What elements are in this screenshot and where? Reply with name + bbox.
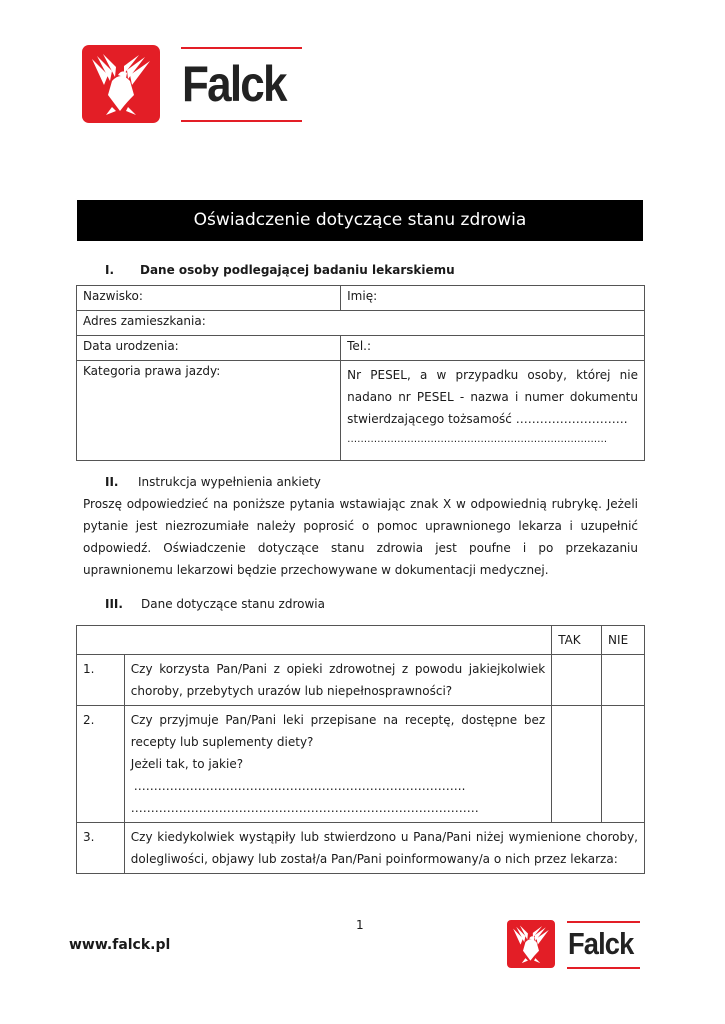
health-questions-table — [76, 625, 645, 874]
col-header-no: NIE — [602, 626, 645, 655]
header-blank-cell — [77, 626, 552, 655]
question-number: 1. — [77, 655, 125, 706]
logo-rule-bottom — [181, 120, 302, 122]
answer-no-cell[interactable] — [602, 706, 645, 823]
logo-rule-top — [181, 47, 302, 49]
logo-wordmark: Falck — [182, 56, 286, 112]
section-3-number: III. — [105, 597, 123, 611]
phone-field[interactable]: Tel.: — [341, 336, 645, 361]
question-cell — [124, 706, 551, 823]
first-name-field[interactable]: Imię: — [341, 286, 645, 311]
answer-line[interactable]: …………………………………………………………………………… — [130, 801, 479, 815]
address-field[interactable]: Adres zamieszkania: — [77, 311, 645, 336]
section-3-heading — [105, 597, 425, 613]
birth-date-field[interactable]: Data urodzenia: — [77, 336, 341, 361]
license-category-field[interactable]: Kategoria prawa jazdy: — [77, 361, 341, 461]
question-number: 3. — [77, 823, 125, 874]
section-1-number: I. — [105, 263, 115, 277]
section-1-heading — [105, 263, 455, 279]
eagle-icon — [82, 45, 160, 123]
falck-logo-footer — [507, 920, 640, 972]
question-text: Czy przyjmuje Pan/Pani leki przepisane na receptę, dostępne bez recepty lub suplementy diety? — [130, 713, 546, 749]
answer-yes-cell[interactable] — [552, 655, 602, 706]
answer-no-cell[interactable] — [602, 655, 645, 706]
logo-wordmark: Falck — [568, 926, 634, 961]
instructions-paragraph: Proszę odpowiedzieć na poniższe pytania wstawiając znak X w odpowiednią rubrykę. Jeżeli pytanie jest niezrozumiałe należy poprosić o pomoc uprawnionego lekarza i uzupełnić odpowiedź. Oświadczenie dotyczące stanu zdrowia jest poufne i po przekazaniu uprawnionemu lekarzowi będzie przechowywane w dokumentacji medycznej. — [83, 497, 638, 577]
col-header-yes: TAK — [552, 626, 602, 655]
eagle-icon — [507, 920, 555, 968]
question-followup: Jeżeli tak, to jakie? — [130, 757, 244, 771]
answer-yes-cell[interactable] — [552, 706, 602, 823]
pesel-dots: …………………………………………………………………… — [347, 434, 608, 445]
falck-logo — [82, 45, 302, 125]
logo-rule-bottom — [567, 967, 640, 969]
section-1-title: Dane osoby podlegającej badaniu lekarskiemu — [140, 263, 455, 277]
section-2-title: Instrukcja wypełnienia ankiety — [138, 475, 321, 489]
question-number: 2. — [77, 706, 125, 823]
question-text: Czy kiedykolwiek wystąpiły lub stwierdzono u Pana/Pani niżej wymienione choroby, dolegliwości, objawy lub został/a Pan/Pani poinformowany/a o nich przez lekarza: — [124, 823, 644, 874]
pesel-label: Nr PESEL, a w przypadku osoby, której nie nadano nr PESEL - nazwa i numer dokumentu stwierdzającego tożsamość ………………………. — [347, 368, 638, 426]
document-title: Oświadczenie dotyczące stanu zdrowia — [77, 200, 643, 241]
question-text: Czy korzysta Pan/Pani z opieki zdrowotnej z powodu jakiejkolwiek choroby, przebytych urazów lub niepełnosprawności? — [124, 655, 551, 706]
section-3-title: Dane dotyczące stanu zdrowia — [141, 597, 325, 611]
website-link[interactable]: www.falck.pl — [69, 937, 171, 953]
section-2-heading — [105, 475, 425, 491]
logo-rule-top — [567, 921, 640, 923]
personal-data-table — [76, 285, 645, 461]
surname-field[interactable]: Nazwisko: — [77, 286, 341, 311]
section-2-number: II. — [105, 475, 119, 489]
pesel-field[interactable] — [341, 361, 645, 461]
answer-line[interactable]: ……………………………………………………………………….. — [133, 779, 466, 793]
page-number: 1 — [356, 918, 364, 932]
